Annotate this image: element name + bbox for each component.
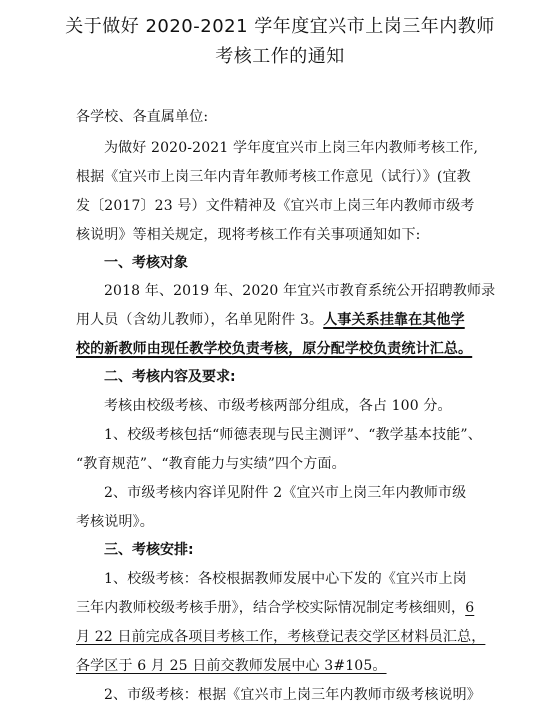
document-title-line-2: 考核工作的通知 (215, 46, 345, 67)
section-1-line-2-text: 用人员（含幼儿教师），名单见附件 3。 (76, 312, 324, 328)
document-title-line-1: 关于做好 2020-2021 学年度宜兴市上岗三年内教师 (65, 16, 495, 37)
section-3-item-1-line-2 (76, 598, 474, 618)
section-3-underline-start: 6 (465, 600, 475, 616)
section-2-item-1-line-1: 1、校级考核包括“师德表现与民主测评”、“教学基本技能”、 (104, 427, 482, 443)
section-2-item-2-line-1: 2、市级考核内容详见附件 2《宜兴市上岗三年内教师市级 (104, 485, 467, 501)
section-1-line-2 (76, 310, 465, 330)
section-1-line-1: 2018 年、2019 年、2020 年宜兴市教育系统公开招聘教师录 (104, 283, 496, 299)
section-1-emphasis-line: 校的新教师由现任教学校负责考核，原分配学校负责统计汇总。 (76, 341, 473, 357)
section-2-item-1-line-2: “教育规范”、“教育能力与实绩”四个方面。 (76, 456, 346, 472)
section-2-line-1: 考核由校级考核、市级考核两部分组成，各占 100 分。 (104, 398, 452, 414)
salutation: 各学校、各直属单位: (76, 109, 209, 125)
intro-line-4: 核说明》等相关规定，现将考核工作有关事项通知如下: (76, 227, 421, 243)
section-3-item-1-line-1: 1、校级考核：各校根据教师发展中心下发的《宜兴市上岗 (104, 571, 467, 587)
section-3-heading: 三、考核安排: (104, 542, 194, 558)
section-3-item-1-line-2-text: 三年内教师校级考核手册》，结合学校实际情况制定考核细则， (76, 600, 466, 616)
section-1-heading: 一、考核对象 (104, 255, 188, 271)
intro-line-2: 根据《宜兴市上岗三年内青年教师考核工作意见（试行）》(宜教 (76, 169, 471, 185)
section-3-item-2-line-1: 2、市级考核：根据《宜兴市上岗三年内教师市级考核说明》 (104, 687, 481, 703)
intro-line-1: 为做好 2020-2021 学年度宜兴市上岗三年内教师考核工作, (104, 140, 479, 156)
section-3-item-1-line-4: 各学区于 6 月 25 日前交教师发展中心 3#105。 (76, 658, 387, 674)
section-1-emphasis-start: 人事关系挂靠在其他学 (323, 312, 465, 328)
intro-line-3: 发〔2017〕23 号）文件精神及《宜兴市上岗三年内教师市级考 (76, 198, 475, 214)
section-2-item-2-line-2: 考核说明》。 (76, 514, 154, 530)
section-3-item-1-line-3: 月 22 日前完成各项目考核工作，考核登记表交学区材料员汇总， (76, 629, 486, 645)
section-2-heading: 二、考核内容及要求: (104, 369, 236, 385)
